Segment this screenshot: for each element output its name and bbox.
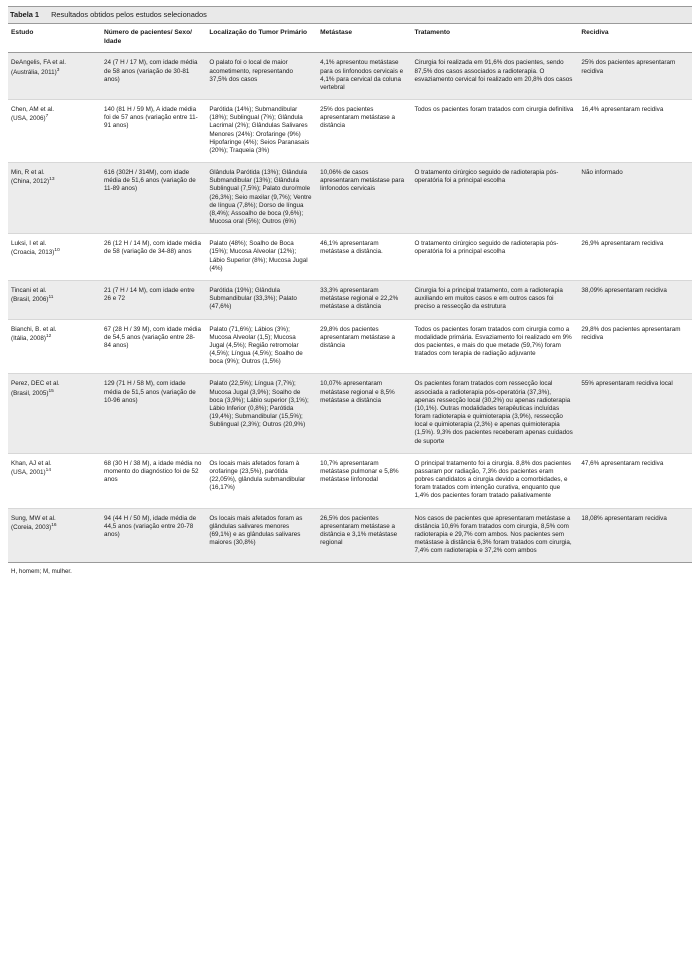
- cell-tratamento: Cirurgia foi realizada em 91,6% dos pacientes, sendo 87,5% dos casos associados a radioterapia. O esvaziamento cervical foi realizado em 20,8% dos casos: [412, 53, 579, 100]
- cell-tratamento: Nos casos de pacientes que apresentaram metástase a distância 10,6% foram tratados com cirurgia, 8,5% com radioterapia e 29,7% com ambos. Nos pacientes sem metástase à distância 6,3% foram tratados com cirurgia, 7,4% com radioterapia e 37,2% com ambos: [412, 508, 579, 563]
- cell-pacientes: 616 (302H / 314M), com idade média de 51,6 anos (variação de 11-89 anos): [101, 163, 206, 234]
- table-footnote: H, homem; M, mulher.: [11, 568, 72, 576]
- table-row: [8, 163, 692, 234]
- cell-pacientes: 24 (7 H / 17 M), com idade média de 58 anos (variação de 30-81 anos): [101, 53, 206, 100]
- cell-tratamento: O tratamento cirúrgico seguido de radioterapia pós-operatória foi a principal escolha: [412, 234, 579, 281]
- cell-estudo: [8, 374, 101, 453]
- study-name: Chen, AM et al.: [11, 106, 55, 114]
- cell-recidiva: 18,08% apresentaram recidiva: [578, 508, 692, 563]
- study-reference: 15: [48, 388, 54, 394]
- study-origin: (Croacia, 2013)$^{10}$: [11, 248, 60, 257]
- cell-recidiva: 47,6% apresentaram recidiva: [578, 453, 692, 508]
- cell-metastase: 25% dos pacientes apresentaram metástase a distância: [317, 100, 411, 163]
- table-row: [8, 234, 692, 281]
- cell-pacientes: 26 (12 H / 14 M), com idade média de 58 (variação de 34-88) anos: [101, 234, 206, 281]
- study-reference: 7: [45, 114, 49, 120]
- study-name: Tincani et al.: [11, 286, 47, 294]
- cell-estudo: [8, 53, 101, 100]
- cell-estudo: [8, 100, 101, 163]
- study-reference: 13: [49, 177, 55, 183]
- study-origin: (Coreia, 2003)$^{16}$: [11, 522, 57, 531]
- cell-tratamento: Todos os pacientes foram tratados com cirurgia como a modalidade primária. Esvaziamento foi realizado em 9% dos pacientes, e mais do que metade (59,7%) foram tratados com terapia de radiação adjuvante: [412, 319, 579, 374]
- cell-localizacao: Palato (48%); Soalho de Boca (15%); Mucosa Alveolar (12%); Lábio Superior (8%); Mucosa Jugal (4%): [206, 234, 317, 281]
- cell-metastase: 4,1% apresentou metástase para os linfonodos cervicais e 4,1% para cervical da coluna vertebral: [317, 53, 411, 100]
- cell-tratamento: Todos os pacientes foram tratados com cirurgia definitiva: [412, 100, 579, 163]
- column-header-metastase: Metástase: [317, 24, 411, 53]
- cell-estudo: [8, 280, 101, 319]
- study-origin: (USA, 2006)$^7$: [11, 114, 49, 123]
- cell-tratamento: Cirurgia foi a principal tratamento, com a radioterapia auxiliando em muitos casos e em outros casos foi preciso a ressecção da estrutura: [412, 280, 579, 319]
- cell-metastase: 29,8% dos pacientes apresentaram metástase a distância: [317, 319, 411, 374]
- column-header-tratamento: Tratamento: [412, 24, 579, 53]
- study-reference: 11: [48, 295, 54, 301]
- study-reference: 12: [46, 333, 52, 339]
- cell-recidiva: 25% dos pacientes apresentaram recidiva: [578, 53, 692, 100]
- results-table: [8, 24, 692, 563]
- cell-recidiva: 38,09% apresentaram recidiva: [578, 280, 692, 319]
- study-reference: 14: [45, 467, 51, 473]
- cell-metastase: 46,1% apresentaram metástase a distância.: [317, 234, 411, 281]
- table-row: [8, 100, 692, 163]
- cell-estudo: [8, 453, 101, 508]
- cell-localizacao: Parótida (14%); Submandibular (18%); Sublingual (7%); Glândula Lacrimal (2%); Glândulas Salivares Menores (24%): Orofaringe (9%) Hipofaringe (4%); Seios Paranasais (20%); Traqueia (3%): [206, 100, 317, 163]
- study-origin: (USA, 2001)$^{14}$: [11, 467, 51, 476]
- table-header-row: [8, 24, 692, 53]
- table-row: [8, 508, 692, 563]
- cell-localizacao: Palato (22,5%); Língua (7,7%); Mucosa Jugal (3,9%); Soalho de boca (3,9%); Lábio superior (3,1%); Lábio Inferior (0,8%); Parótida (19,4%); Submandibular (15,5%); Sublingual (2,3%); Outros (20,9%): [206, 374, 317, 453]
- cell-localizacao: Os locais mais afetados foram à orofaringe (23,5%), parótida (22,05%), glândula submandibular (16,17%): [206, 453, 317, 508]
- study-reference: 10: [54, 248, 60, 254]
- cell-localizacao: O palato foi o local de maior acometimento, representando 37,5% dos casos: [206, 53, 317, 100]
- column-header-localizacao: Localização do Tumor Primário: [206, 24, 317, 53]
- cell-estudo: [8, 234, 101, 281]
- cell-recidiva: 55% apresentaram recidiva local: [578, 374, 692, 453]
- table-row: [8, 280, 692, 319]
- cell-pacientes: 68 (30 H / 38 M), a idade média no momento do diagnóstico foi de 52 anos: [101, 453, 206, 508]
- study-name: Min, R et al.: [11, 169, 45, 177]
- cell-metastase: 10,06% de casos apresentaram metástase para linfonodos cervicais: [317, 163, 411, 234]
- table-row: [8, 319, 692, 374]
- cell-pacientes: 67 (28 H / 39 M), com idade média de 54,5 anos (variação entre 28-84 anos): [101, 319, 206, 374]
- table-caption: [8, 6, 692, 24]
- cell-metastase: 10,07% apresentaram metástase regional e 8,5% metástase a distância: [317, 374, 411, 453]
- cell-recidiva: 29,8% dos pacientes apresentaram recidiva: [578, 319, 692, 374]
- study-name: Khan, AJ et al.: [11, 459, 52, 467]
- column-header-estudo: Estudo: [8, 24, 101, 53]
- cell-localizacao: Palato (71,6%); Lábios (3%); Mucosa Alveolar (1,5); Mucosa Jugal (4,5%); Região retromolar (4,5%); Língua (4,5%); Soalho de boca (9%); Outros (1,5%): [206, 319, 317, 374]
- table-body: [8, 53, 692, 563]
- table-caption-text: Resultados obtidos pelos estudos selecionados: [51, 10, 207, 19]
- study-name: Bianchi, B. et al.: [11, 325, 57, 333]
- cell-localizacao: Glândula Parótida (13%); Glândula Submandibular (13%); Glândula Sublingual (7,5%); Palato duro/mole (26,3%); Seio maxilar (9,7%); Ventre de língua (7,8%); Dorso de língua (8,4%); Assoalho de boca (9,6%); Mucosa oral (5%); Outros (6%): [206, 163, 317, 234]
- table-row: [8, 374, 692, 453]
- study-origin: (Brasil, 2006)$^{11}$: [11, 295, 54, 304]
- study-reference: 16: [51, 522, 57, 528]
- study-name: Perez, DEC et al.: [11, 380, 60, 388]
- study-reference: 3: [56, 67, 60, 73]
- study-name: Sung, MW et al.: [11, 514, 56, 522]
- cell-tratamento: O principal tratamento foi a cirurgia. 8,8% dos pacientes passaram por radiação, 7,3% dos pacientes eram pobres candidatos a cirurgia devido a comorbidades, e foram tratados com intenção curativa, enquanto que 1,4% dos pacientes foram tratado paliativamente: [412, 453, 579, 508]
- study-origin: (Brasil, 2005)$^{15}$: [11, 388, 54, 397]
- column-header-pacientes: Número de pacientes/ Sexo/ Idade: [101, 24, 206, 53]
- cell-recidiva: 16,4% apresentaram recidiva: [578, 100, 692, 163]
- cell-pacientes: 21 (7 H / 14 M), com idade entre 26 e 72: [101, 280, 206, 319]
- study-origin: (Austrália, 2011)$^3$: [11, 67, 60, 76]
- cell-tratamento: Os pacientes foram tratados com ressecção local associada a radioterapia pós-operatória (37,3%), apenas ressecção local (30,2%) ou apenas radioterapia (10,1%). Outras modalidades terapêuticas incluídas foram radioterapia e quimioterapia (3,9%), ressecção local e quimioterapia (2,3%) e apenas quimioterapia (1,5%). 9,3% dos pacientes receberam apenas cuidados de suporte: [412, 374, 579, 453]
- study-name: DeAngelis, FA et al.: [11, 59, 66, 67]
- cell-recidiva: 26,9% apresentaram recidiva: [578, 234, 692, 281]
- cell-pacientes: 140 (81 H / 59 M), A idade média foi de 57 anos (variação entre 11-91 anos): [101, 100, 206, 163]
- column-header-recidiva: Recidiva: [578, 24, 692, 53]
- study-origin: (Itália, 2008)$^{12}$: [11, 333, 52, 342]
- table-row: [8, 453, 692, 508]
- cell-metastase: 26,5% dos pacientes apresentaram metástase a distância e 3,1% metástase regional: [317, 508, 411, 563]
- cell-localizacao: Parótida (19%); Glândula Submandibular (33,3%); Palato (47,6%): [206, 280, 317, 319]
- table-row: [8, 53, 692, 100]
- cell-pacientes: 129 (71 H / 58 M), com idade média de 51,5 anos (variação de 10-96 anos): [101, 374, 206, 453]
- table-caption-label: Tabela 1: [10, 10, 40, 19]
- cell-recidiva: Não informado: [578, 163, 692, 234]
- cell-localizacao: Os locais mais afetados foram as glândulas salivares menores (69,1%) e as glândulas salivares maiores (30,8%): [206, 508, 317, 563]
- cell-estudo: [8, 508, 101, 563]
- cell-tratamento: O tratamento cirúrgico seguido de radioterapia pós-operatória foi a principal escolha: [412, 163, 579, 234]
- cell-estudo: [8, 163, 101, 234]
- cell-estudo: [8, 319, 101, 374]
- cell-pacientes: 94 (44 H / 50 M), idade média de 44,5 anos (variação entre 20-78 anos): [101, 508, 206, 563]
- study-name: Luksi, I et al.: [11, 240, 47, 248]
- cell-metastase: 10,7% apresentaram metástase pulmonar e 5,8% metástase linfonodal: [317, 453, 411, 508]
- study-origin: (China, 2012)$^{13}$: [11, 177, 55, 186]
- table-header: [8, 24, 692, 53]
- cell-metastase: 33,3% apresentaram metástase regional e 22,2% metástase a distância: [317, 280, 411, 319]
